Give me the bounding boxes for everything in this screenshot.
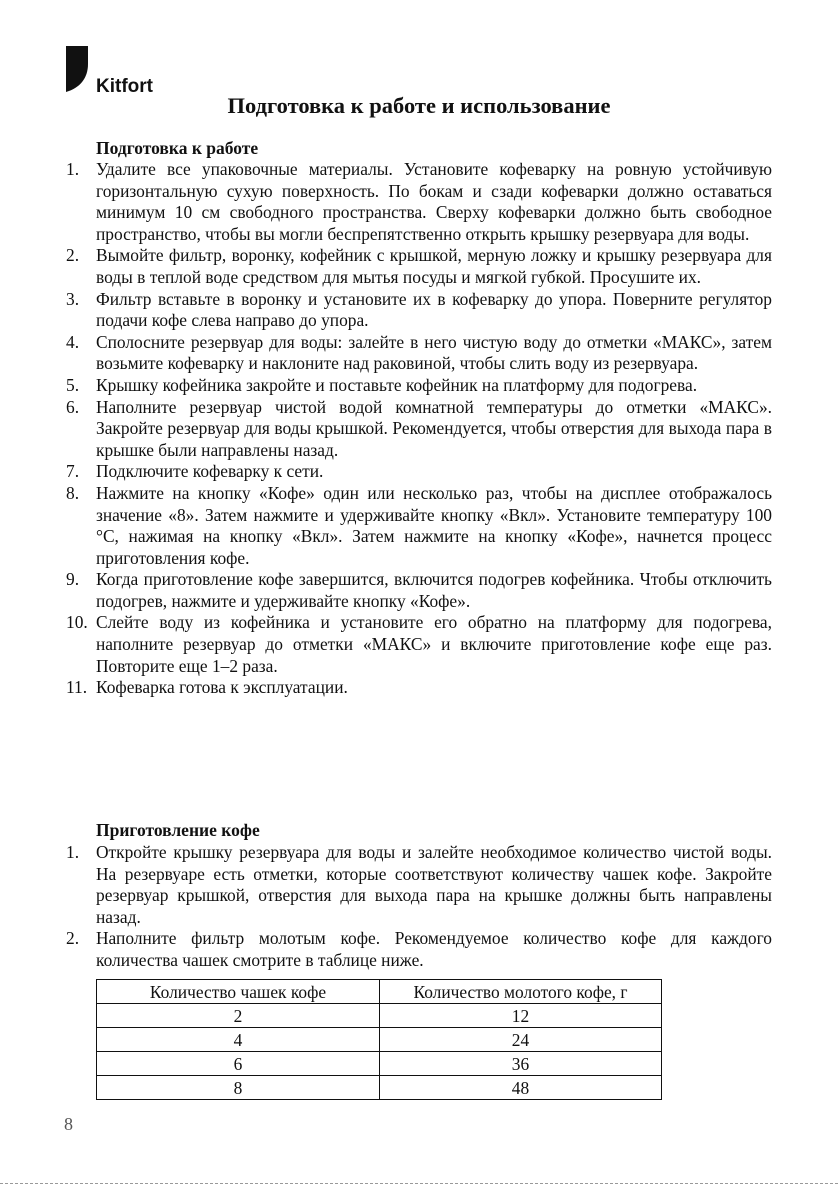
brewing-steps-list <box>66 842 772 972</box>
list-item <box>66 483 772 569</box>
table-header-cell: Количество молотого кофе, г <box>380 980 662 1004</box>
list-item-number: 1. <box>66 159 80 179</box>
list-item-number: 8. <box>66 482 80 503</box>
list-item-text: Удалите все упаковочные материалы. Установите кофеварку на ровную устойчивую горизонтальную сухую поверхность. По бокам и сзади кофеварки должно оставаться минимум 10 см свободного пространства. Сверху кофеварки должно быть свободное пространство, чтобы вы могли беспрепятственно открыть крышку резервуара для воды. <box>96 159 772 244</box>
list-item-number: 2. <box>66 928 80 949</box>
list-item-number: 3. <box>66 288 80 309</box>
list-item <box>66 461 772 483</box>
list-item-text: Нажмите на кнопку «Кофе» один или несколько раз, чтобы на дисплее отображалось значение «8». Затем нажмите и удерживайте кнопку «Вкл». Установите температуру 100 °C, нажимая на кнопку «Вкл». Затем нажмите на кнопку «Кофе», начнется процесс приготовления кофе. <box>96 482 772 568</box>
list-item-number: 6. <box>66 396 80 417</box>
list-item <box>66 677 772 699</box>
table-cell: 8 <box>97 1076 380 1100</box>
table-row <box>97 1052 662 1076</box>
list-item-text: Подключите кофеварку к сети. <box>96 461 324 482</box>
list-item-text: Кофеварка готова к эксплуатации. <box>96 677 348 698</box>
list-item-text: Вымойте фильтр, воронку, кофейник с крышкой, мерную ложку и крышку резервуара для воды в теплой воде средством для мытья посуды и мягкой губкой. Просушите их. <box>96 245 772 287</box>
list-item-number: 4. <box>66 331 80 352</box>
table-row <box>97 1004 662 1028</box>
page-number: 8 <box>64 1114 73 1134</box>
table-row <box>97 1028 662 1052</box>
list-item-text: Крышку кофейника закройте и поставьте кофейник на платформу для подогрева. <box>96 374 698 395</box>
coffee-amount-table <box>96 979 662 1100</box>
list-item <box>66 332 772 375</box>
page-title: Подготовка к работе и использование <box>227 93 611 118</box>
table-row <box>97 1076 662 1100</box>
list-item <box>66 375 772 397</box>
table-cell: 48 <box>380 1076 662 1100</box>
list-item-text: Откройте крышку резервуара для воды и залейте необходимое количество чистой воды. На резервуаре есть отметки, которые соответствуют количеству чашек кофе. Закройте резервуар крышкой, отверстия для выхода пара на крышке должны быть направлены назад. <box>96 842 772 927</box>
list-item-text: Фильтр вставьте в воронку и установите их в кофеварку до упора. Поверните регулятор подачи кофе слева направо до упора. <box>96 288 772 331</box>
list-item-number: 5. <box>66 374 80 395</box>
table-cell: 4 <box>97 1028 380 1052</box>
table-cell: 36 <box>380 1052 662 1076</box>
list-item <box>66 612 772 677</box>
list-item-text: Сполосните резервуар для воды: залейте в него чистую воду до отметки «МАКС», затем возьмите кофеварку и наклоните над раковиной, чтобы слить воду из резервуара. <box>96 331 772 374</box>
section-heading-brewing: Приготовление кофе <box>96 820 260 840</box>
list-item-number: 7. <box>66 461 80 482</box>
list-item-number: 2. <box>66 245 80 266</box>
table-header-row <box>97 980 662 1004</box>
list-item-number: 9. <box>66 569 80 590</box>
table-cell: 24 <box>380 1028 662 1052</box>
list-item <box>66 569 772 612</box>
list-item <box>66 842 772 928</box>
list-item-number: 10. <box>66 612 88 633</box>
page-edge-divider <box>0 1183 838 1184</box>
list-item-number: 11. <box>66 677 88 698</box>
table-header-cell: Количество чашек кофе <box>97 980 380 1004</box>
list-item-text: Когда приготовление кофе завершится, включится подогрев кофейника. Чтобы отключить подогрев, нажмите и удерживайте кнопку «Кофе». <box>96 569 772 611</box>
list-item <box>66 928 772 971</box>
list-item-text: Наполните резервуар чистой водой комнатной температуры до отметки «МАКС». Закройте резервуар для воды крышкой. Рекомендуется, чтобы отверстия для выхода пара в крышке были направлены назад. <box>96 396 772 460</box>
list-item-text: Наполните фильтр молотым кофе. Рекомендуемое количество кофе для каждого количества чашек смотрите в таблице ниже. <box>96 928 772 970</box>
list-item <box>66 245 772 288</box>
list-item <box>66 289 772 332</box>
table-cell: 12 <box>380 1004 662 1028</box>
table-cell: 6 <box>97 1052 380 1076</box>
table-cell: 2 <box>97 1004 380 1028</box>
list-item <box>66 159 772 245</box>
section-heading-preparation: Подготовка к работе <box>96 138 259 158</box>
preparation-steps-list <box>66 159 772 699</box>
brand-name: Kitfort <box>96 76 153 97</box>
list-item-text: Слейте воду из кофейника и установите его обратно на платформу для подогрева, наполните резервуар до отметки «МАКС» и включите приготовление кофе еще раз. Повторите еще 1–2 раза. <box>96 612 772 676</box>
list-item-number: 1. <box>66 842 80 862</box>
list-item <box>66 397 772 462</box>
